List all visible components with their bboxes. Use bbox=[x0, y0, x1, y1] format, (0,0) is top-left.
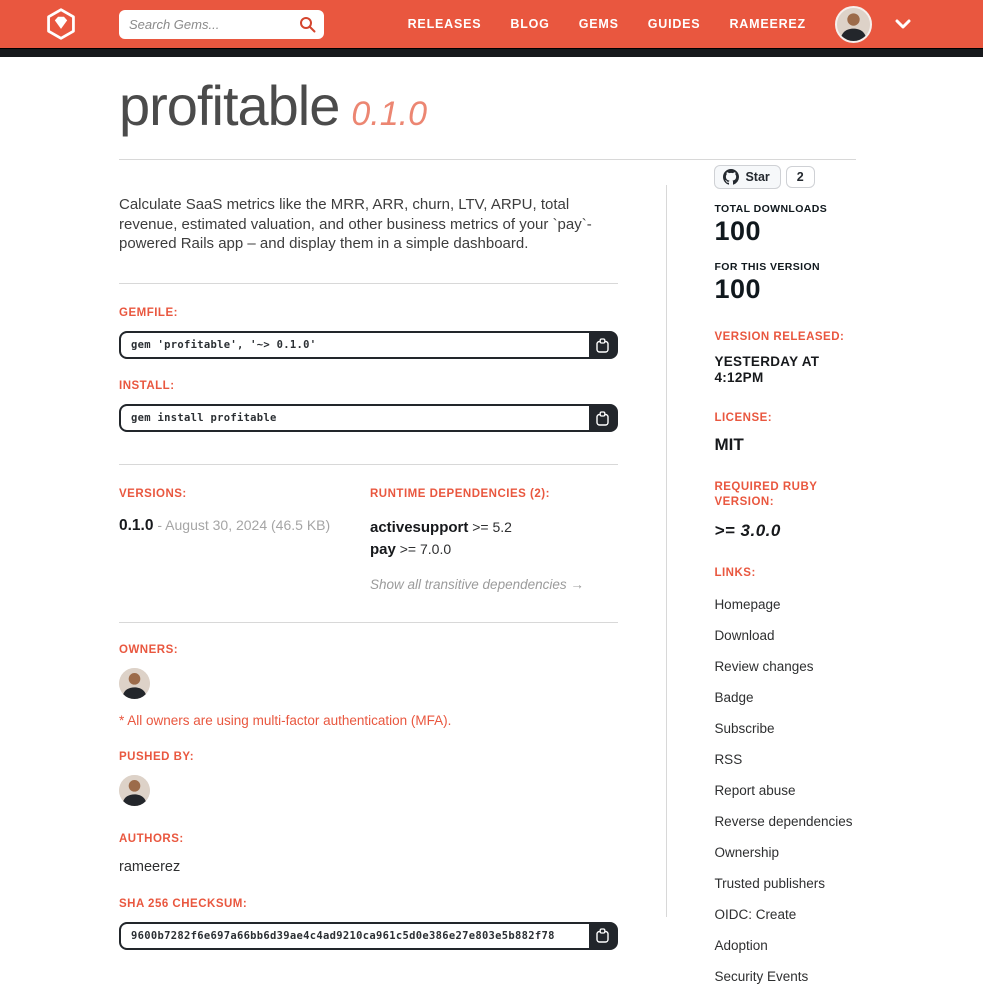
versions-label: VERSIONS: bbox=[119, 488, 187, 501]
avatar-image-icon bbox=[119, 668, 150, 699]
owners-label: OWNERS: bbox=[119, 643, 179, 656]
copy-icon bbox=[596, 928, 609, 943]
dependency-row bbox=[370, 517, 618, 539]
sidebar-link-reverse-dependencies[interactable]: Reverse dependencies bbox=[714, 813, 853, 829]
gem-version: 0.1.0 bbox=[351, 95, 427, 133]
github-star-button[interactable] bbox=[714, 165, 780, 189]
sidebar-link-badge[interactable]: Badge bbox=[714, 689, 754, 705]
authors-label: AUTHORS: bbox=[119, 832, 184, 845]
nav-guides[interactable]: GUIDES bbox=[647, 17, 701, 31]
sidebar bbox=[667, 160, 856, 984]
total-downloads-value: 100 bbox=[714, 215, 761, 246]
copy-icon bbox=[596, 338, 609, 353]
copy-icon bbox=[596, 411, 609, 426]
license-value: MIT bbox=[714, 435, 744, 455]
license-label: LICENSE: bbox=[714, 412, 773, 425]
sidebar-link-report-abuse[interactable]: Report abuse bbox=[714, 782, 796, 798]
search-icon[interactable] bbox=[299, 16, 316, 33]
avatar-image-icon bbox=[119, 775, 150, 806]
pusher-avatar[interactable] bbox=[119, 775, 150, 806]
links-list bbox=[714, 597, 856, 984]
owner-avatar[interactable] bbox=[119, 668, 150, 699]
author-name: rameerez bbox=[119, 858, 181, 875]
install-label: INSTALL: bbox=[119, 380, 175, 393]
gemfile-label: GEMFILE: bbox=[119, 307, 178, 320]
sidebar-link-adoption[interactable]: Adoption bbox=[714, 937, 768, 953]
sha-copy-button[interactable] bbox=[589, 924, 616, 948]
avatar-image-icon bbox=[837, 8, 870, 41]
rubygems-logo-icon[interactable] bbox=[44, 7, 78, 41]
github-icon bbox=[723, 169, 739, 185]
star-button-label: Star bbox=[745, 169, 770, 184]
sha-label: SHA 256 CHECKSUM: bbox=[119, 897, 248, 910]
sidebar-link-homepage[interactable]: Homepage bbox=[714, 596, 781, 612]
sidebar-link-oidc-create[interactable]: OIDC: Create bbox=[714, 906, 797, 922]
show-transitive-link[interactable]: Show all transitive dependencies → bbox=[370, 576, 584, 592]
github-star-widget bbox=[714, 165, 856, 189]
sidebar-link-ownership[interactable]: Ownership bbox=[714, 844, 779, 860]
sidebar-link-trusted-publishers[interactable]: Trusted publishers bbox=[714, 875, 825, 891]
sidebar-link-rss[interactable]: RSS bbox=[714, 751, 743, 767]
dependency-constraint: >= 7.0.0 bbox=[399, 540, 452, 557]
nav-gems[interactable]: GEMS bbox=[578, 17, 619, 31]
install-code: gem install profitable bbox=[121, 406, 589, 430]
gemfile-copy-button[interactable] bbox=[589, 333, 616, 357]
version-link[interactable]: 0.1.0 bbox=[119, 517, 154, 535]
header-avatar[interactable] bbox=[835, 6, 872, 43]
install-codeblock bbox=[119, 404, 618, 432]
sidebar-link-security-events[interactable]: Security Events bbox=[714, 968, 809, 984]
search-box bbox=[119, 10, 324, 39]
nav-profile[interactable]: RAMEEREZ bbox=[729, 17, 806, 31]
install-copy-button[interactable] bbox=[589, 406, 616, 430]
version-released-value: YESTERDAY AT 4:12PM bbox=[714, 353, 820, 385]
header-dark-strip bbox=[0, 48, 983, 57]
dependency-link[interactable]: activesupport bbox=[370, 519, 469, 537]
gemfile-codeblock bbox=[119, 331, 618, 359]
sidebar-link-review-changes[interactable]: Review changes bbox=[714, 658, 814, 674]
gemfile-code: gem 'profitable', '~> 0.1.0' bbox=[121, 333, 589, 357]
dependency-constraint: >= 5.2 bbox=[472, 519, 512, 536]
search-input[interactable] bbox=[119, 10, 324, 39]
nav-releases[interactable]: RELEASES bbox=[407, 17, 482, 31]
divider bbox=[119, 622, 618, 623]
version-downloads-label: FOR THIS VERSION bbox=[714, 260, 821, 273]
sidebar-link-subscribe[interactable]: Subscribe bbox=[714, 720, 775, 736]
mfa-note: * All owners are using multi-factor authentication (MFA). bbox=[119, 712, 452, 728]
version-released-label: VERSION RELEASED: bbox=[714, 330, 845, 343]
star-count-badge[interactable]: 2 bbox=[786, 166, 815, 188]
pushed-by-label: PUSHED BY: bbox=[119, 750, 195, 763]
sidebar-link-download[interactable]: Download bbox=[714, 627, 775, 643]
dependency-row bbox=[370, 539, 618, 561]
ruby-version-value: >= 3.0.0 bbox=[714, 520, 781, 540]
page-title bbox=[119, 74, 856, 137]
chevron-down-icon[interactable] bbox=[895, 19, 911, 29]
version-downloads-value: 100 bbox=[714, 273, 761, 304]
sha-value: 9600b7282f6e697a66bb6d39ae4c4ad9210ca961c5d0e386e27e803e5b882f78 bbox=[121, 924, 589, 948]
dependency-link[interactable]: pay bbox=[370, 540, 396, 558]
version-meta: - August 30, 2024 (46.5 KB) bbox=[157, 517, 331, 534]
gem-name: profitable bbox=[119, 74, 340, 137]
links-label: LINKS: bbox=[714, 566, 756, 579]
main-content bbox=[119, 160, 618, 984]
ruby-version-label: REQUIRED RUBY VERSION: bbox=[714, 481, 818, 508]
divider bbox=[119, 283, 618, 284]
total-downloads-label: TOTAL DOWNLOADS bbox=[714, 202, 828, 215]
runtime-deps-label: RUNTIME DEPENDENCIES (2): bbox=[370, 488, 550, 501]
gem-description: Calculate SaaS metrics like the MRR, ARR, churn, LTV, ARPU, total revenue, estimated valuation, and other business metrics of your `pay`-powered Rails app – and display them in a simple dashboard. bbox=[119, 195, 592, 253]
sha-codeblock bbox=[119, 922, 618, 950]
nav-blog[interactable]: BLOG bbox=[510, 17, 550, 31]
header-nav bbox=[408, 6, 983, 43]
top-header bbox=[0, 0, 983, 48]
